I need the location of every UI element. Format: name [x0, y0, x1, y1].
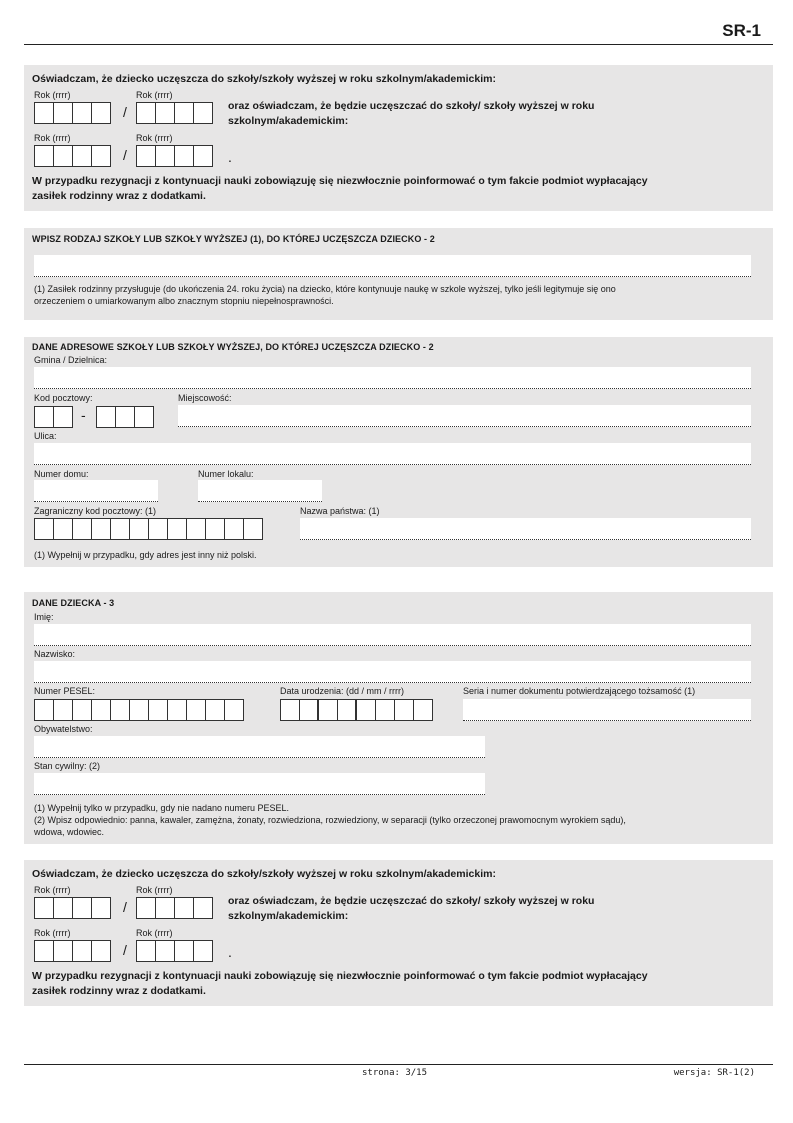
period: . [228, 149, 232, 165]
dash: - [81, 407, 86, 423]
year-end-boxes[interactable] [136, 897, 213, 919]
postcode-label: Kod pocztowy: [34, 393, 93, 403]
pesel-label: Numer PESEL: [34, 686, 96, 696]
declaration-text: Oświadczam, że dziecko uczęszcza do szkoły/szkoły wyższej w roku szkolnym/akademickim: [32, 73, 496, 85]
apartment-number-field[interactable] [198, 480, 322, 502]
note-text: (1) Wypełnij tylko w przypadku, gdy nie nadano numeru PESEL. [34, 803, 290, 813]
footer-rule [24, 1064, 773, 1065]
house-number-field[interactable] [34, 480, 158, 502]
locality-field[interactable] [178, 405, 751, 427]
year-start-boxes[interactable] [34, 102, 111, 124]
resign-text: W przypadku rezygnacji z kontynuacji nauki zobowiązuję się niezwłocznie poinformować o tym fakcie podmiot wypłacający [32, 175, 648, 187]
street-label: Ulica: [34, 431, 57, 441]
resign-text: W przypadku rezygnacji z kontynuacji nauki zobowiązuję się niezwłocznie poinformować o tym fakcie podmiot wypłacający [32, 970, 648, 982]
continue-text-2: szkolnym/akademickim: [228, 910, 349, 922]
continue-text-2: szkolnym/akademickim: [228, 115, 349, 127]
postcode-part1-boxes[interactable] [34, 406, 73, 428]
year-label: Rok (rrrr) [34, 928, 71, 938]
resign-text-2: zasiłek rodzinny wraz z dodatkami. [32, 985, 206, 997]
note-text-2: (2) Wpisz odpowiednio: panna, kawaler, zamężna, żonaty, rozwiedziona, rozwiedziony, w separacji (tylko orzeczonej prawomocnym wyrokiem sądu), [34, 815, 626, 825]
gmina-label: Gmina / Dzielnica: [34, 355, 108, 365]
marital-status-field[interactable] [34, 773, 485, 795]
first-name-label: Imię: [34, 612, 54, 622]
year-end-boxes[interactable] [136, 102, 213, 124]
school-type-field[interactable] [34, 255, 751, 277]
year-start-boxes[interactable] [34, 897, 111, 919]
first-name-field[interactable] [34, 624, 751, 646]
postcode-part2-boxes[interactable] [96, 406, 154, 428]
slash: / [123, 899, 127, 915]
street-field[interactable] [34, 443, 751, 465]
year-label: Rok (rrrr) [136, 90, 173, 100]
next-year-start-boxes[interactable] [34, 940, 111, 962]
apartment-number-label: Numer lokalu: [198, 469, 254, 479]
section-child-data [24, 592, 773, 844]
pesel-boxes[interactable] [34, 699, 244, 721]
continue-text: oraz oświadczam, że będzie uczęszczać do szkoły/ szkoły wyższej w roku [228, 895, 595, 907]
top-rule [24, 44, 773, 45]
section-school-address [24, 337, 773, 567]
year-label: Rok (rrrr) [34, 885, 71, 895]
form-code: SR-1 [722, 21, 761, 40]
year-label: Rok (rrrr) [136, 885, 173, 895]
next-year-end-boxes[interactable] [136, 145, 213, 167]
section-heading: DANE ADRESOWE SZKOŁY LUB SZKOŁY WYŻSZEJ, DO KTÓREJ UCZĘSZCZA DZIECKO - 2 [32, 342, 434, 352]
foreign-postcode-boxes[interactable] [34, 518, 263, 540]
continue-text: oraz oświadczam, że będzie uczęszczać do szkoły/ szkoły wyższej w roku [228, 100, 595, 112]
period: . [228, 944, 232, 960]
surname-label: Nazwisko: [34, 649, 76, 659]
slash: / [123, 104, 127, 120]
document-field[interactable] [463, 699, 751, 721]
note-text: (1) Zasiłek rodzinny przysługuje (do ukończenia 24. roku życia) na dziecko, które kontynuuje naukę w szkole wyższej, tylko jeśli legitymuje się ono [34, 284, 616, 294]
next-year-start-boxes[interactable] [34, 145, 111, 167]
note-text-2: orzeczeniem o umiarkowanym albo znacznym stopniu niepełnosprawności. [34, 296, 334, 306]
foreign-postcode-label: Zagraniczny kod pocztowy: (1) [34, 506, 157, 516]
country-field[interactable] [300, 518, 751, 540]
citizenship-label: Obywatelstwo: [34, 724, 93, 734]
year-label: Rok (rrrr) [34, 133, 71, 143]
section-heading: WPISZ RODZAJ SZKOŁY LUB SZKOŁY WYŻSZEJ (1), DO KTÓREJ UCZĘSZCZA DZIECKO - 2 [32, 234, 435, 244]
gmina-field[interactable] [34, 367, 751, 389]
next-year-end-boxes[interactable] [136, 940, 213, 962]
section-school-type [24, 228, 773, 320]
note-text: (1) Wypełnij w przypadku, gdy adres jest inny niż polski. [34, 550, 257, 560]
year-label: Rok (rrrr) [136, 928, 173, 938]
section-school-years-1 [24, 65, 773, 211]
note-text-3: wdowa, wdowiec. [34, 827, 105, 837]
surname-field[interactable] [34, 661, 751, 683]
page-number: strona: 3/15 [362, 1068, 428, 1078]
resign-text-2: zasiłek rodzinny wraz z dodatkami. [32, 190, 206, 202]
section-school-years-2 [24, 860, 773, 1006]
locality-label: Miejscowość: [178, 393, 232, 403]
version-label: wersja: SR-1(2) [673, 1068, 755, 1078]
year-label: Rok (rrrr) [136, 133, 173, 143]
slash: / [123, 147, 127, 163]
citizenship-field[interactable] [34, 736, 485, 758]
birth-date-label: Data urodzenia: (dd / mm / rrrr) [280, 686, 405, 696]
declaration-text: Oświadczam, że dziecko uczęszcza do szkoły/szkoły wyższej w roku szkolnym/akademickim: [32, 868, 496, 880]
year-label: Rok (rrrr) [34, 90, 71, 100]
birth-date-boxes[interactable] [280, 699, 433, 721]
document-label: Seria i numer dokumentu potwierdzającego tożsamość (1) [463, 686, 696, 696]
slash: / [123, 942, 127, 958]
section-heading: DANE DZIECKA - 3 [32, 598, 115, 608]
house-number-label: Numer domu: [34, 469, 89, 479]
marital-status-label: Stan cywilny: (2) [34, 761, 101, 771]
country-label: Nazwa państwa: (1) [300, 506, 380, 516]
